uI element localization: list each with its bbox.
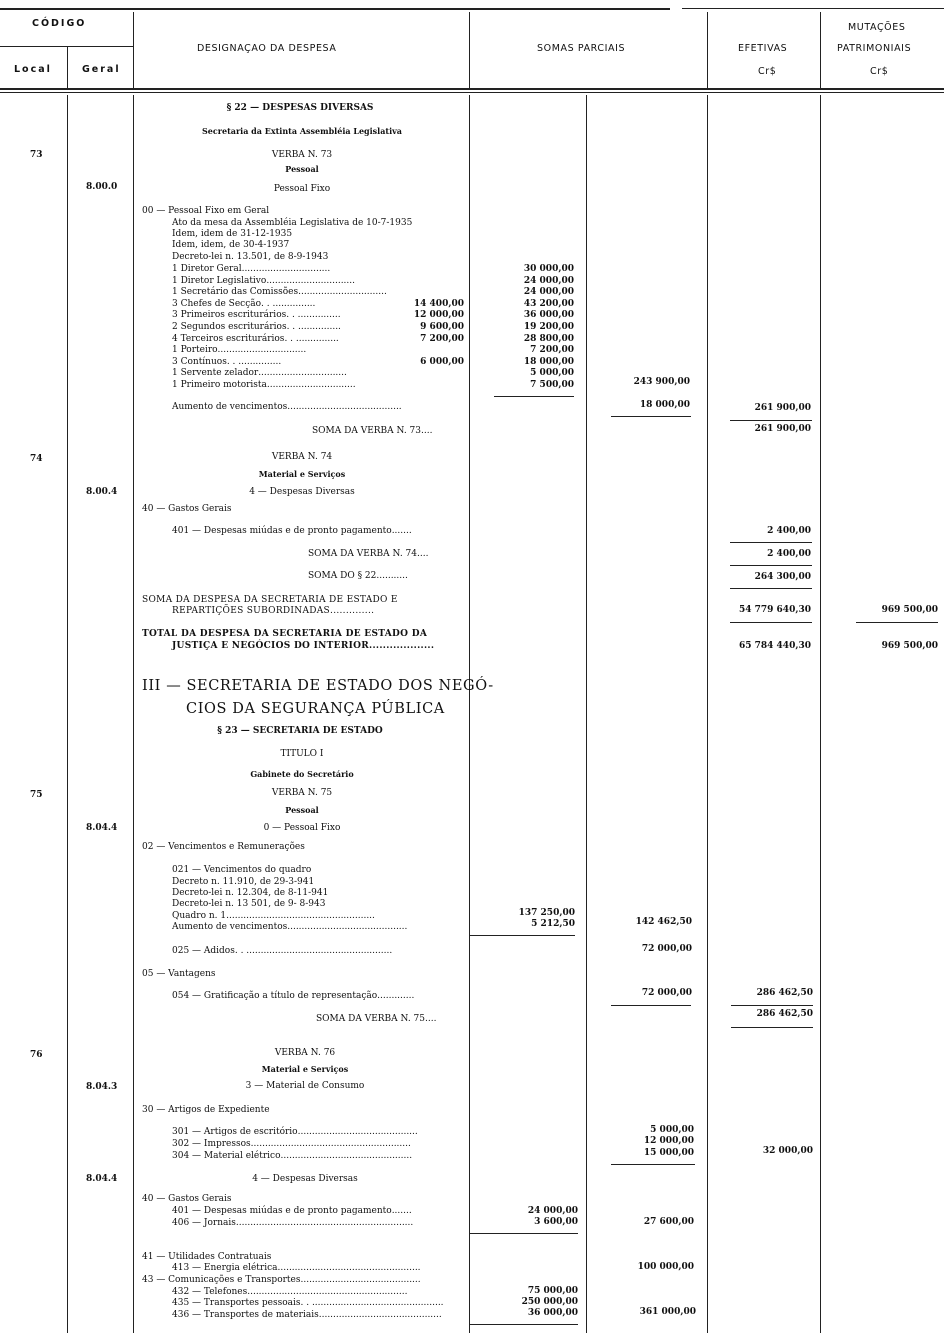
category-label: 4 — Despesas Diversas — [249, 487, 355, 497]
sum-label: SOMA DA VERBA N. 73.... — [312, 426, 433, 436]
local-code: 74 — [30, 454, 43, 464]
line-value: 36 000,00 — [527, 1308, 578, 1318]
line-label: Aumento de vencimentos........................................ — [172, 402, 402, 412]
item-label: 40 — Gastos Gerais — [142, 504, 232, 514]
department-heading: CIOS DA SEGURANÇA PÚBLICA — [186, 701, 445, 717]
mutacoes-label: MUTAÇÕES — [848, 22, 906, 33]
line-total: 2 400,00 — [767, 526, 811, 536]
staff-line-unit: 6 000,00 — [420, 357, 464, 367]
category-label: 4 — Despesas Diversas — [252, 1174, 358, 1184]
sum-label: SOMA DO § 22........... — [308, 571, 408, 581]
item-label: 00 — Pessoal Fixo em Geral — [142, 206, 270, 216]
partial-total: 27 600,00 — [643, 1217, 694, 1227]
staff-line-partial: 30 000,00 — [523, 264, 574, 274]
staff-line-label: 3 Contínuos. . ............... — [172, 357, 282, 367]
pessoal-fixo: Pessoal Fixo — [273, 184, 331, 194]
line-value: 15 000,00 — [643, 1148, 694, 1158]
patrimoniais-label: PATRIMONIAIS — [837, 43, 912, 54]
legal-reference: Ato da mesa da Assembléia Legislativa de 10-7-1935 — [172, 218, 413, 228]
line-label: 413 — Energia elétrica.................................................. — [172, 1263, 421, 1273]
verba-subtitle: Material e Serviços — [258, 469, 346, 479]
mutacoes-unit: Cr$ — [870, 66, 889, 77]
item-label: 41 — Utilidades Contratuais — [142, 1252, 272, 1262]
codigo-label: CÓDIGO — [32, 18, 87, 29]
staff-line-partial: 43 200,00 — [523, 299, 574, 309]
item-label: 05 — Vantagens — [142, 969, 216, 979]
department-heading: III — SECRETARIA DE ESTADO DOS NEGÓ- — [142, 678, 494, 694]
line-value: 75 000,00 — [527, 1286, 578, 1296]
item-label: 02 — Vencimentos e Remunerações — [142, 842, 305, 852]
line-value: 5 000,00 — [650, 1125, 694, 1135]
staff-line-partial: 18 000,00 — [523, 357, 574, 367]
legal-reference: Decreto-lei n. 12.304, de 8-11-941 — [172, 888, 329, 898]
grand-total-value: 65 784 440,30 — [738, 641, 811, 651]
line-value: 5 212,50 — [531, 919, 575, 929]
staff-line-label: 1 Porteiro............................... — [172, 345, 307, 355]
staff-line-unit: 9 600,00 — [420, 322, 464, 332]
staff-line-partial: 36 000,00 — [523, 310, 574, 320]
line-total: 32 000,00 — [762, 1146, 813, 1156]
category-label: 3 — Material de Consumo — [245, 1081, 365, 1091]
line-value: 100 000,00 — [637, 1262, 694, 1272]
line-label: 401 — Despesas miúdas e de pronto pagamento....... — [172, 1206, 412, 1216]
item-label: 40 — Gastos Gerais — [142, 1194, 232, 1204]
line-label: 432 — Telefones........................................................ — [172, 1287, 408, 1297]
mutacoes-value: 969 500,00 — [881, 605, 938, 615]
line-label: 054 — Gratificação a título de representação............. — [172, 991, 415, 1001]
staff-line-label: 1 Primeiro motorista............................... — [172, 380, 356, 390]
verba-subtitle: Pessoal — [285, 805, 319, 815]
geral-code: 8.00.0 — [86, 182, 118, 192]
gabinete-label: Gabinete do Secretário — [250, 769, 354, 779]
verba-title: VERBA N. 73 — [271, 150, 333, 160]
geral-label: Geral — [82, 64, 121, 75]
grand-total-label: JUSTIÇA E NEGÓCIOS DO INTERIOR................... — [172, 641, 435, 651]
local-code: 76 — [30, 1050, 43, 1060]
line-value: 250 000,00 — [521, 1297, 578, 1307]
verba-subtitle: Material e Serviços — [261, 1064, 349, 1074]
section-title: § 23 — SECRETARIA DE ESTADO — [217, 726, 383, 736]
staff-line-label: 1 Secretário das Comissões............................... — [172, 287, 387, 297]
staff-line-label: 1 Servente zelador............................... — [172, 368, 347, 378]
staff-line-unit: 7 200,00 — [420, 334, 464, 344]
somas-parciais-label: SOMAS PARCIAIS — [537, 43, 626, 54]
geral-code: 8.04.3 — [86, 1082, 118, 1092]
line-value: 12 000,00 — [643, 1136, 694, 1146]
subitem-label: 021 — Vencimentos do quadro — [172, 865, 312, 875]
section-title: § 22 — DESPESAS DIVERSAS — [226, 103, 374, 113]
line-label: Quadro n. 1.................................................... — [172, 911, 375, 921]
staff-line-label: 2 Segundos escriturários. . ............... — [172, 322, 341, 332]
line-value: 72 000,00 — [641, 988, 692, 998]
geral-code: 8.04.4 — [86, 1174, 118, 1184]
partial-total: 361 000,00 — [639, 1307, 696, 1317]
staff-line-partial: 28 800,00 — [523, 334, 574, 344]
line-label: 301 — Artigos de escritório.......................................... — [172, 1127, 418, 1137]
line-label: 302 — Impressos........................................................ — [172, 1139, 411, 1149]
category-label: 0 — Pessoal Fixo — [263, 823, 341, 833]
staff-line-unit: 14 400,00 — [413, 299, 464, 309]
line-value: 137 250,00 — [518, 908, 575, 918]
line-label: 401 — Despesas miúdas e de pronto pagamento....... — [172, 526, 412, 536]
line-total: 261 900,00 — [754, 403, 811, 413]
line-label: 435 — Transportes pessoais. . .............................................. — [172, 1298, 444, 1308]
local-label: Local — [14, 64, 52, 75]
mutacoes-value: 969 500,00 — [881, 641, 938, 651]
line-value: 24 000,00 — [527, 1206, 578, 1216]
item-label: 43 — Comunicações e Transportes.......................................... — [142, 1275, 421, 1285]
total-label: SOMA DA DESPESA DA SECRETARIA DE ESTADO E — [142, 595, 398, 605]
line-value: 18 000,00 — [639, 400, 690, 410]
legal-reference: Decreto-lei n. 13 501, de 9- 8-943 — [172, 899, 326, 909]
designacao-label: DESIGNAÇAO DA DESPESA — [197, 43, 337, 54]
staff-line-partial: 24 000,00 — [523, 276, 574, 286]
staff-line-partial: 24 000,00 — [523, 287, 574, 297]
legal-reference: Idem, idem de 31-12-1935 — [172, 229, 293, 239]
line-label: 406 — Jornais.............................................................. — [172, 1218, 414, 1228]
line-label: 436 — Transportes de materiais........................................... — [172, 1310, 442, 1320]
line-total: 286 462,50 — [756, 988, 813, 998]
local-code: 75 — [30, 790, 43, 800]
staff-line-partial: 7 500,00 — [530, 380, 574, 390]
sum-value: 264 300,00 — [754, 572, 811, 582]
sum-label: SOMA DA VERBA N. 74.... — [308, 549, 429, 559]
staff-line-label: 4 Terceiros escriturários. . ............... — [172, 334, 339, 344]
line-label: Aumento de vencimentos.......................................... — [172, 922, 408, 932]
line-value: 3 600,00 — [534, 1217, 578, 1227]
efetivas-unit: Cr$ — [758, 66, 777, 77]
legal-reference: Decreto n. 11.910, de 29-3-941 — [172, 877, 315, 887]
total-label: REPARTIÇÕES SUBORDINADAS.............. — [172, 606, 375, 616]
local-code: 73 — [30, 150, 43, 160]
legal-reference: Idem, idem, de 30-4-1937 — [172, 240, 290, 250]
geral-code: 8.04.4 — [86, 823, 118, 833]
verba-title: VERBA N. 75 — [271, 788, 333, 798]
line-label: 025 — Adidos. . ................................................... — [172, 946, 393, 956]
partial-total: 243 900,00 — [633, 377, 690, 387]
verba-title: VERBA N. 76 — [274, 1048, 336, 1058]
staff-line-unit: 12 000,00 — [413, 310, 464, 320]
titulo-label: TITULO I — [280, 749, 324, 759]
verba-subtitle: Pessoal — [285, 164, 319, 174]
staff-line-partial: 5 000,00 — [530, 368, 574, 378]
sum-value: 2 400,00 — [767, 549, 811, 559]
partial-total: 142 462,50 — [635, 917, 692, 927]
staff-line-label: 3 Primeiros escriturários. . ............... — [172, 310, 341, 320]
verba-title: VERBA N. 74 — [271, 452, 333, 462]
staff-line-label: 1 Diretor Legislativo............................... — [172, 276, 355, 286]
line-value: 72 000,00 — [641, 944, 692, 954]
section-subtitle: Secretaria da Extinta Assembléia Legislativa — [202, 126, 402, 136]
grand-total-label: TOTAL DA DESPESA DA SECRETARIA DE ESTADO DA — [142, 629, 428, 639]
staff-line-label: 3 Chefes de Secção. . ............... — [172, 299, 316, 309]
sum-value: 261 900,00 — [754, 424, 811, 434]
geral-code: 8.00.4 — [86, 487, 118, 497]
efetivas-label: EFETIVAS — [738, 43, 788, 54]
staff-line-partial: 7 200,00 — [530, 345, 574, 355]
item-label: 30 — Artigos de Expediente — [142, 1105, 270, 1115]
sum-label: SOMA DA VERBA N. 75.... — [316, 1014, 437, 1024]
staff-line-label: 1 Diretor Geral............................... — [172, 264, 331, 274]
total-value: 54 779 640,30 — [738, 605, 811, 615]
legal-reference: Decreto-lei n. 13.501, de 8-9-1943 — [172, 252, 329, 262]
staff-line-partial: 19 200,00 — [523, 322, 574, 332]
sum-value: 286 462,50 — [756, 1009, 813, 1019]
line-label: 304 — Material elétrico.............................................. — [172, 1151, 413, 1161]
